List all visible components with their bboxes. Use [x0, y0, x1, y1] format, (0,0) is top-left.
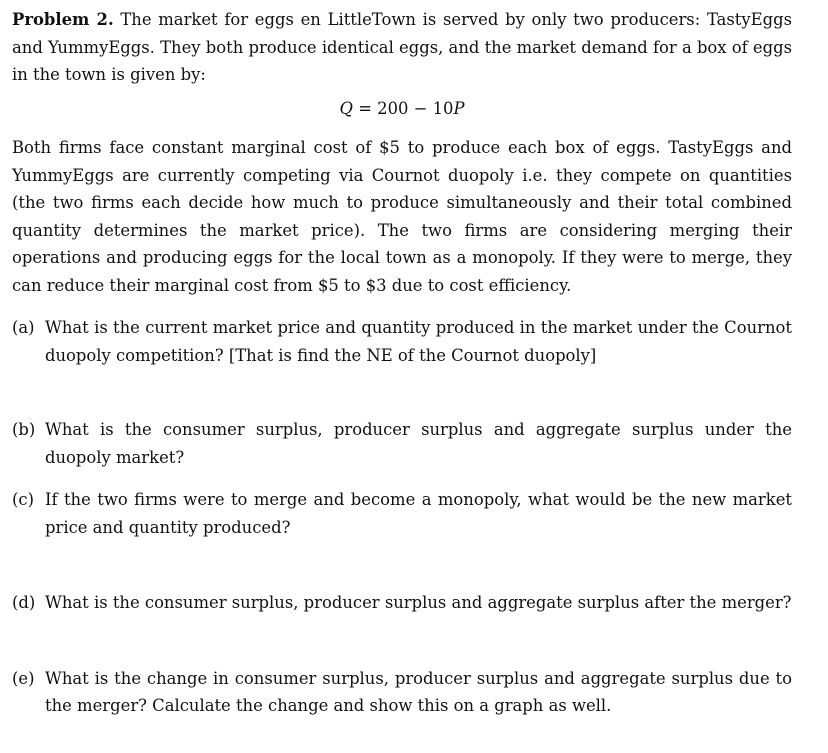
- problem-label: Problem 2.: [12, 10, 114, 29]
- question-text: What is the consumer surplus, producer surplus and aggregate surplus after the merger?: [45, 593, 792, 612]
- question-label: (a): [12, 318, 35, 337]
- equation-lhs: Q: [339, 98, 353, 118]
- equation-rhs-variable: P: [453, 98, 465, 118]
- question-b: [12, 416, 792, 471]
- equation-equals: =: [358, 98, 372, 118]
- problem-intro-text: The market for eggs en LittleTown is served by only two producers: TastyEggs and YummyEggs. They both produce identical eggs, and the market demand for a box of eggs in the town is given by:: [12, 10, 792, 84]
- problem-body: Both firms face constant marginal cost of $5 to produce each box of eggs. TastyEggs and YummyEggs are currently competing via Cournot duopoly i.e. they compete on quantities (the two firms each decide how much to produce simultaneously and their total combined quantity determines the market price). The two firms are considering merging their operations and producing eggs for the local town as a monopoly. If they were to merge, they can reduce their marginal cost from $5 to $3 due to cost efficiency.: [12, 138, 792, 295]
- question-text: What is the current market price and quantity produced in the market under the Cournot duopoly competition? [That is find the NE of the Cournot duopoly]: [45, 318, 792, 365]
- question-text: What is the change in consumer surplus, producer surplus and aggregate surplus due to the merger? Calculate the change and show this on a graph as well.: [45, 668, 792, 715]
- question-text: What is the consumer surplus, producer surplus and aggregate surplus under the duopoly market?: [45, 420, 792, 467]
- question-d: [12, 589, 792, 617]
- demand-equation: [12, 95, 792, 123]
- equation-rhs-number: 200 − 10: [377, 98, 454, 118]
- question-label: (d): [12, 593, 36, 612]
- question-label: (c): [12, 490, 34, 509]
- question-a: [12, 314, 792, 369]
- problem-document: [12, 6, 792, 720]
- question-e: [12, 665, 792, 720]
- question-text: If the two firms were to merge and become a monopoly, what would be the new market price and quantity produced?: [45, 490, 792, 537]
- question-label: (b): [12, 420, 36, 439]
- question-c: [12, 486, 792, 541]
- question-label: (e): [12, 668, 35, 688]
- problem-intro: [12, 6, 792, 89]
